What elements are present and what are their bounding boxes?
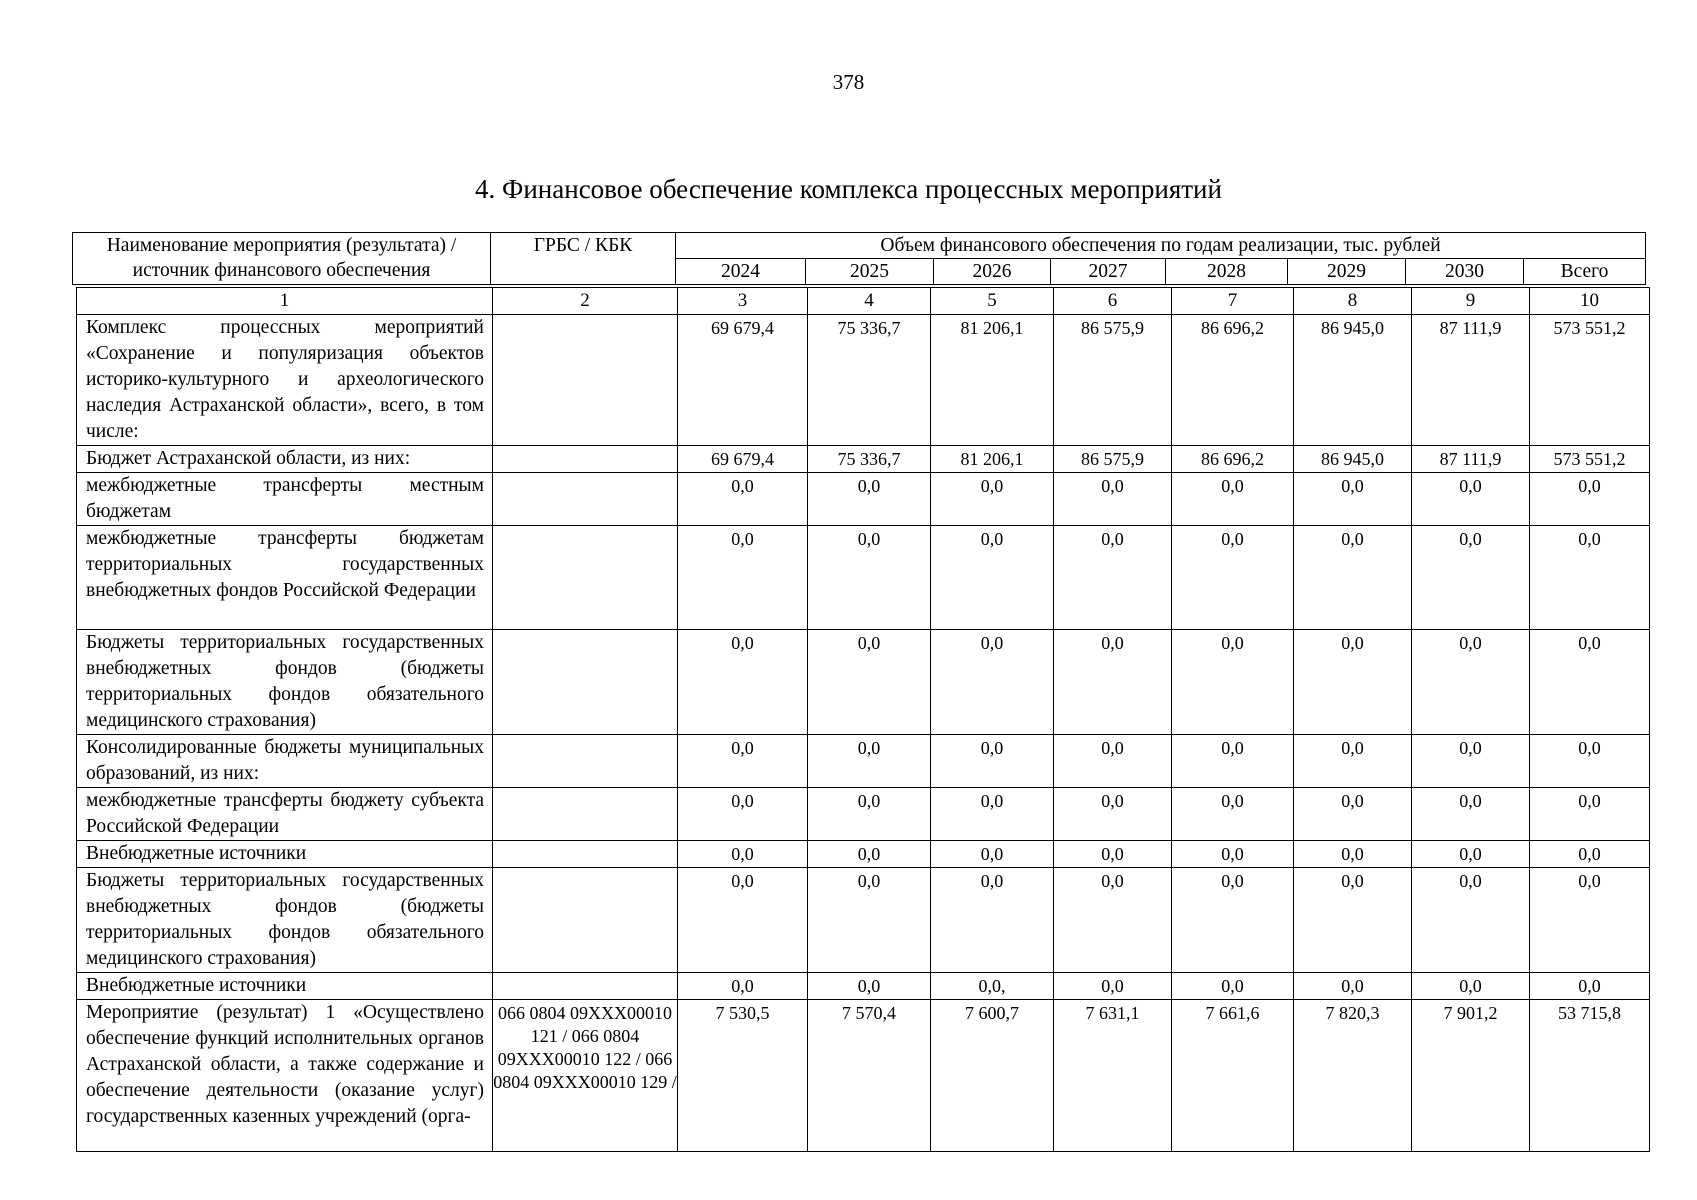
table-row: [77, 315, 1650, 446]
header-name-column: Наименование мероприятия (результата) / источник финансового обеспечения: [73, 233, 491, 285]
header-grbs-column: ГРБС / КБК: [491, 233, 676, 285]
row-value-cell: 0,0: [1294, 973, 1412, 1000]
table-header: [72, 232, 1646, 285]
row-value-cell: 0,0: [678, 868, 808, 973]
header-year: 2025: [806, 259, 934, 285]
row-value-cell: 86 945,0: [1294, 315, 1412, 446]
row-value-cell: 7 600,7: [931, 1000, 1054, 1152]
row-value-cell: 7 530,5: [678, 1000, 808, 1152]
table-row: [77, 735, 1650, 788]
row-value-cell: 81 206,1: [931, 315, 1054, 446]
row-value-cell: 0,0: [1054, 473, 1172, 526]
row-value-cell: 81 206,1: [931, 446, 1054, 473]
row-value-cell: 0,0: [1412, 630, 1530, 735]
row-value-cell: 7 570,4: [808, 1000, 931, 1152]
row-value-cell: 86 575,9: [1054, 315, 1172, 446]
row-total-cell: 0,0: [1530, 630, 1650, 735]
row-value-cell: 0,0: [1412, 473, 1530, 526]
row-code-cell: [493, 446, 678, 473]
row-value-cell: 0,0: [678, 735, 808, 788]
row-total-cell: 0,0: [1530, 973, 1650, 1000]
page-number: 378: [832, 70, 865, 94]
row-value-cell: 86 945,0: [1294, 446, 1412, 473]
column-number: 7: [1172, 288, 1294, 315]
row-total-cell: 573 551,2: [1530, 315, 1650, 446]
row-name-cell: Бюджеты территориальных государственных внебюджетных фондов (бюджеты территориальных фондов обязательного медицинского страхования): [77, 630, 493, 735]
row-code-cell: [493, 735, 678, 788]
row-total-cell: 0,0: [1530, 526, 1650, 630]
row-value-cell: 0,0: [1294, 841, 1412, 868]
row-value-cell: 0,0: [678, 526, 808, 630]
row-value-cell: 75 336,7: [808, 315, 931, 446]
row-value-cell: 0,0: [808, 841, 931, 868]
table-row: [77, 841, 1650, 868]
row-value-cell: 0,0: [1294, 473, 1412, 526]
table-row: [77, 473, 1650, 526]
row-total-cell: 53 715,8: [1530, 1000, 1650, 1152]
row-code-cell: [493, 473, 678, 526]
row-value-cell: 86 696,2: [1172, 446, 1294, 473]
header-year: 2028: [1166, 259, 1288, 285]
row-value-cell: 0,0: [1172, 788, 1294, 841]
row-name-cell: межбюджетные трансферты бюджету субъекта Российской Федерации: [77, 788, 493, 841]
table-row: [77, 973, 1650, 1000]
document-title: 4. Финансовое обеспечение комплекса процессных мероприятий: [475, 174, 1222, 204]
row-value-cell: 0,0: [1054, 868, 1172, 973]
table-row: [77, 446, 1650, 473]
row-value-cell: 0,0: [808, 973, 931, 1000]
row-value-cell: 0,0: [1412, 735, 1530, 788]
row-total-cell: 0,0: [1530, 788, 1650, 841]
row-value-cell: 0,0: [1172, 973, 1294, 1000]
row-value-cell: 0,0,: [931, 973, 1054, 1000]
row-total-cell: 573 551,2: [1530, 446, 1650, 473]
row-value-cell: 7 631,1: [1054, 1000, 1172, 1152]
row-total-cell: 0,0: [1530, 841, 1650, 868]
row-value-cell: 0,0: [931, 841, 1054, 868]
table-row: [77, 868, 1650, 973]
row-total-cell: 0,0: [1530, 868, 1650, 973]
column-number: 4: [808, 288, 931, 315]
row-value-cell: 0,0: [1054, 841, 1172, 868]
row-code-cell: [493, 973, 678, 1000]
column-number: 3: [678, 288, 808, 315]
row-value-cell: 0,0: [1412, 841, 1530, 868]
row-value-cell: 0,0: [678, 788, 808, 841]
header-year: 2027: [1051, 259, 1166, 285]
row-value-cell: 0,0: [1054, 630, 1172, 735]
row-value-cell: 0,0: [1054, 526, 1172, 630]
financing-table: [76, 287, 1650, 1152]
row-value-cell: 0,0: [808, 735, 931, 788]
row-value-cell: 0,0: [678, 630, 808, 735]
row-value-cell: 0,0: [678, 973, 808, 1000]
row-value-cell: 0,0: [931, 735, 1054, 788]
column-number: 6: [1054, 288, 1172, 315]
table-row: [77, 1000, 1650, 1152]
row-code-cell: 066 0804 09ХХХ00010 121 / 066 0804 09ХХХ00010 122 / 066 0804 09ХХХ00010 129 /: [493, 1000, 678, 1152]
row-value-cell: 7 901,2: [1412, 1000, 1530, 1152]
row-value-cell: 69 679,4: [678, 446, 808, 473]
row-value-cell: 0,0: [1172, 868, 1294, 973]
row-value-cell: 0,0: [1054, 735, 1172, 788]
header-year: 2030: [1406, 259, 1524, 285]
row-code-cell: [493, 630, 678, 735]
row-value-cell: 0,0: [1294, 788, 1412, 841]
row-code-cell: [493, 841, 678, 868]
row-value-cell: 0,0: [808, 868, 931, 973]
row-value-cell: 0,0: [1054, 788, 1172, 841]
row-name-cell: Комплекс процессных мероприятий «Сохранение и популяризация объектов историко-культурного и археологического наследия Астраханской области», всего, в том числе:: [77, 315, 493, 446]
row-name-cell: межбюджетные трансферты местным бюджетам: [77, 473, 493, 526]
row-value-cell: 0,0: [1172, 630, 1294, 735]
row-value-cell: 87 111,9: [1412, 315, 1530, 446]
header-year: 2026: [934, 259, 1051, 285]
row-value-cell: 0,0: [1412, 526, 1530, 630]
row-code-cell: [493, 788, 678, 841]
table-row: [77, 526, 1650, 630]
row-value-cell: 86 575,9: [1054, 446, 1172, 473]
header-total: Всего: [1524, 259, 1646, 285]
header-volume-group: Объем финансового обеспечения по годам реализации, тыс. рублей: [676, 233, 1646, 259]
row-value-cell: 0,0: [1172, 526, 1294, 630]
row-value-cell: 69 679,4: [678, 315, 808, 446]
row-value-cell: 0,0: [1054, 973, 1172, 1000]
row-name-cell: Внебюджетные источники: [77, 973, 493, 1000]
row-value-cell: 0,0: [808, 526, 931, 630]
row-name-cell: Внебюджетные источники: [77, 841, 493, 868]
row-value-cell: 0,0: [808, 788, 931, 841]
row-value-cell: 0,0: [1294, 735, 1412, 788]
row-value-cell: 0,0: [1294, 526, 1412, 630]
table-row: [77, 630, 1650, 735]
row-value-cell: 0,0: [931, 868, 1054, 973]
row-total-cell: 0,0: [1530, 473, 1650, 526]
row-value-cell: 0,0: [678, 841, 808, 868]
row-code-cell: [493, 868, 678, 973]
row-value-cell: 0,0: [808, 473, 931, 526]
row-code-cell: [493, 526, 678, 630]
row-name-cell: Бюджеты территориальных государственных внебюджетных фондов (бюджеты территориальных фондов обязательного медицинского страхования): [77, 868, 493, 973]
table-row: [77, 788, 1650, 841]
row-value-cell: 75 336,7: [808, 446, 931, 473]
column-numbers-row: [77, 288, 1650, 315]
row-value-cell: 0,0: [1412, 973, 1530, 1000]
row-value-cell: 0,0: [931, 630, 1054, 735]
row-name-cell: межбюджетные трансферты бюджетам территориальных государственных внебюджетных фондов Российской Федерации: [77, 526, 493, 630]
column-number: 5: [931, 288, 1054, 315]
row-value-cell: 0,0: [931, 526, 1054, 630]
row-value-cell: 0,0: [1172, 841, 1294, 868]
row-value-cell: 0,0: [1172, 473, 1294, 526]
row-value-cell: 0,0: [1172, 735, 1294, 788]
row-value-cell: 0,0: [1412, 868, 1530, 973]
row-value-cell: 0,0: [1294, 868, 1412, 973]
row-value-cell: 7 820,3: [1294, 1000, 1412, 1152]
row-value-cell: 87 111,9: [1412, 446, 1530, 473]
row-value-cell: 0,0: [931, 473, 1054, 526]
row-value-cell: 7 661,6: [1172, 1000, 1294, 1152]
column-number: 1: [77, 288, 493, 315]
row-name-cell: Мероприятие (результат) 1 «Осуществлено обеспечение функций исполнительных органов Астраханской области, а также содержание и обеспечение деятельности (оказание услуг) государственных казенных учреждений (орга-: [77, 1000, 493, 1152]
row-value-cell: 0,0: [1294, 630, 1412, 735]
header-year: 2024: [676, 259, 806, 285]
row-value-cell: 0,0: [808, 630, 931, 735]
row-total-cell: 0,0: [1530, 735, 1650, 788]
row-value-cell: 0,0: [1412, 788, 1530, 841]
row-name-cell: Бюджет Астраханской области, из них:: [77, 446, 493, 473]
row-value-cell: 86 696,2: [1172, 315, 1294, 446]
row-value-cell: 0,0: [678, 473, 808, 526]
row-value-cell: 0,0: [931, 788, 1054, 841]
row-name-cell: Консолидированные бюджеты муниципальных образований, из них:: [77, 735, 493, 788]
column-number: 10: [1530, 288, 1650, 315]
column-number: 9: [1412, 288, 1530, 315]
column-number: 8: [1294, 288, 1412, 315]
header-year: 2029: [1288, 259, 1406, 285]
row-code-cell: [493, 315, 678, 446]
column-number: 2: [493, 288, 678, 315]
